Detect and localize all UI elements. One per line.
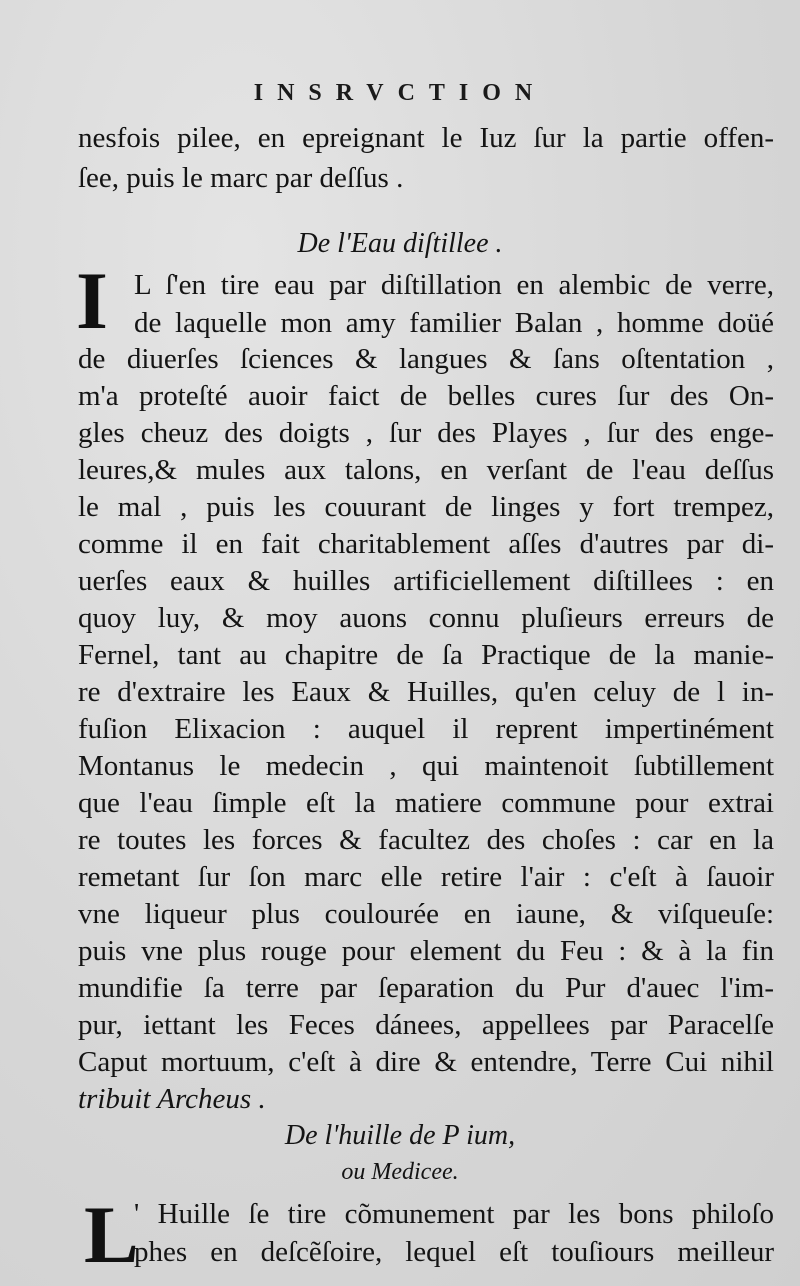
text-line: pur, iettant les Feces dánees, appellees par Paracelſe bbox=[78, 1009, 774, 1041]
text-line: re toutes les forces & facultez des choſes : car en la bbox=[78, 824, 774, 856]
text-line: L ſ'en tire eau par diſtillation en alembic de verre, bbox=[134, 269, 774, 301]
section-heading: De l'Eau diſtillee . bbox=[297, 228, 503, 259]
text-line: nesfois pilee, en epreignant le Iuz ſur la partie offen- bbox=[78, 122, 774, 154]
text-line: le mal , puis les couurant de linges y fort trempez, bbox=[78, 491, 774, 523]
section-subheading: ou Medicee. bbox=[341, 1159, 459, 1185]
text-line: Fernel, tant au chapitre de ſa Practique de la manie- bbox=[78, 639, 774, 671]
text-line: Montanus le medecin , qui maintenoit ſubtillement bbox=[78, 750, 774, 782]
text-line: mundifie ſa terre par ſeparation du Pur d'auec l'im- bbox=[78, 972, 774, 1004]
text-line: leures,& mules aux talons, en verſant de l'eau deſſus bbox=[78, 454, 774, 486]
drop-cap: L bbox=[84, 1189, 139, 1280]
text-line: remetant ſur ſon marc elle retire l'air : c'eſt à ſauoir bbox=[78, 861, 774, 893]
text-line: ſee, puis le marc par deſſus . bbox=[78, 162, 404, 194]
text-line: gles cheuz des doigts , ſur des Playes , ſur des enge- bbox=[78, 417, 774, 449]
text-line: ' Huille ſe tire cõmunement par les bons philoſo bbox=[134, 1198, 774, 1230]
text-line: de laquelle mon amy familier Balan , homme doüé bbox=[134, 307, 774, 339]
text-line: vne liqueur plus coulourée en iaune, & viſqueuſe: bbox=[78, 898, 774, 930]
text-line: tribuit Archeus . bbox=[78, 1083, 266, 1115]
text-line: uerſes eaux & huilles artificiellement diſtillees : en bbox=[78, 565, 774, 597]
text-line: re d'extraire les Eaux & Huilles, qu'en celuy de l in- bbox=[78, 676, 774, 708]
section-heading: De l'huille de P ium, bbox=[284, 1120, 516, 1151]
text-line: de diuerſes ſciences & langues & ſans oſtentation , bbox=[78, 343, 774, 375]
text-line: phes en deſcẽſoire, lequel eſt touſiours meilleur bbox=[134, 1236, 774, 1268]
text-line: que l'eau ſimple eſt la matiere commune pour extrai bbox=[78, 787, 774, 819]
text-line: m'a proteſté auoir faict de belles cures ſur des On- bbox=[78, 380, 774, 412]
text-line: fuſion Elixacion : auquel il reprent impertinément bbox=[78, 713, 774, 745]
text-line: comme il en fait charitablement aſſes d'autres par di- bbox=[78, 528, 774, 560]
drop-cap: I bbox=[76, 255, 108, 346]
text-line: quoy luy, & moy auons connu pluſieurs erreurs de bbox=[78, 602, 774, 634]
text-line: puis vne plus rouge pour element du Feu : & à la fin bbox=[78, 935, 774, 967]
text-line: Caput mortuum, c'eſt à dire & entendre, Terre Cui nihil bbox=[78, 1046, 774, 1078]
running-header: INSRVCTION bbox=[253, 80, 547, 106]
